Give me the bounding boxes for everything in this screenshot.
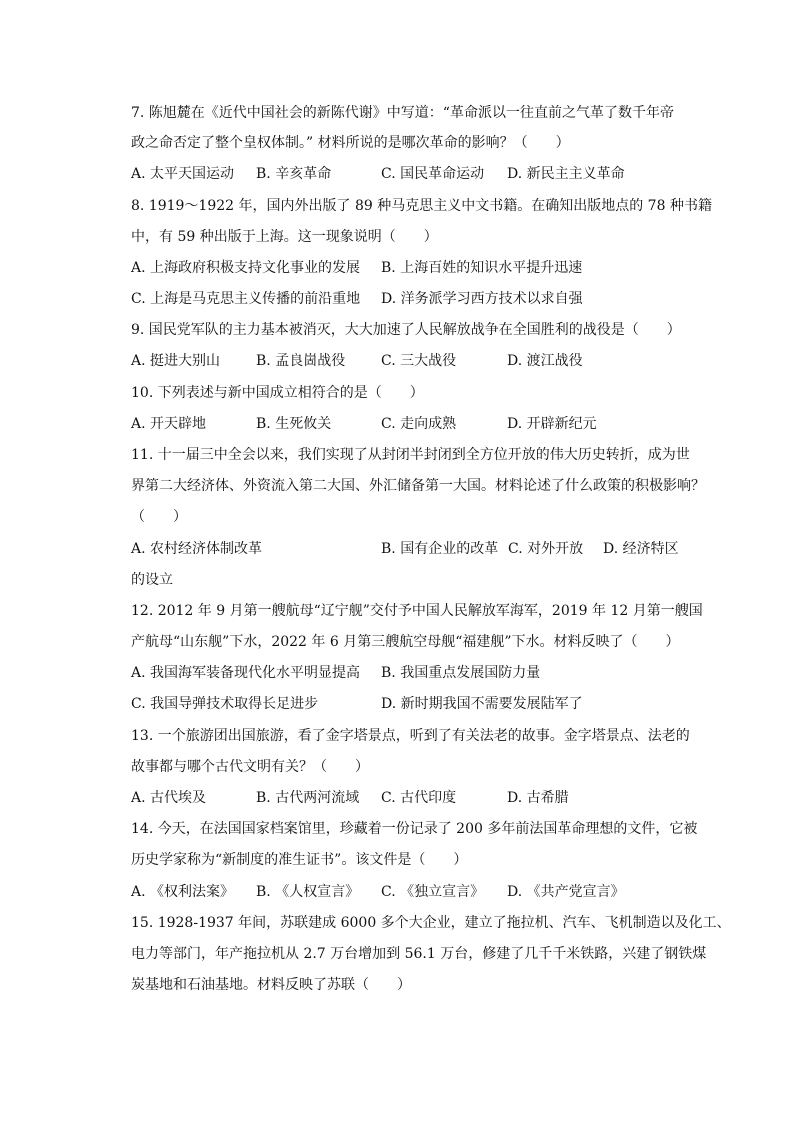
question-9-option-c: C. 三大战役 (381, 353, 457, 369)
question-8-line-2: 中，有 59 种出版于上海。这一现象说明（ ） (131, 229, 438, 245)
question-15-line-3: 炭基地和石油基地。材料反映了苏联（ ） (131, 977, 411, 993)
question-12-option-d: D. 新时期我国不需要发展陆军了 (381, 696, 583, 712)
question-7-line-1: 7. 陈旭麓在《近代中国社会的新陈代谢》中写道：“革命派以一往直前之气革了数千年帝 (131, 105, 674, 121)
question-7-option-c: C. 国民革命运动 (381, 166, 485, 182)
question-15-line-1: 15. 1928-1937 年间，苏联建成 6000 多个大企业，建立了拖拉机、汽车、飞机制造以及化工、 (131, 915, 731, 931)
question-11-option-c: C. 对外开放 (508, 541, 584, 557)
question-14-option-a: A. 《权利法案》 (131, 884, 235, 900)
question-8-option-c: C. 上海是马克思主义传播的前沿重地 (131, 291, 361, 307)
question-11-option-a: A. 农村经济体制改革 (131, 541, 263, 557)
question-11-option-b: B. 国有企业的改革 (381, 541, 499, 557)
question-13-option-b: B. 古代两河流域 (256, 790, 360, 806)
question-13-line-1: 13. 一个旅游团出国旅游，看了金字塔景点，听到了有关法老的故事。金字塔景点、法老的 (131, 728, 690, 744)
question-15-line-2: 电力等部门，年产拖拉机从 2.7 万台增加到 56.1 万台，修建了几千千米铁路，兴建了钢铁煤 (131, 946, 707, 962)
question-8-line-1: 8. 1919～1922 年，国内外出版了 89 种马克思主义中文书籍。在确知出版地点的 78 种书籍 (131, 198, 712, 214)
question-11-option-d: D. 经济特区 (603, 541, 679, 557)
question-12-option-c: C. 我国导弹技术取得长足进步 (131, 696, 319, 712)
question-9-option-a: A. 挺进大别山 (131, 353, 221, 369)
question-7-option-b: B. 辛亥革命 (256, 166, 332, 182)
question-8-option-d: D. 洋务派学习西方技术以求自强 (381, 291, 583, 307)
question-12-line-2: 产航母“山东舰”下水，2022 年 6 月第三艘航空母舰“福建舰”下水。材料反映了（ ） (131, 634, 680, 650)
question-10-option-d: D. 开辟新纪元 (507, 416, 597, 432)
question-13-option-c: C. 古代印度 (381, 790, 457, 806)
question-13-option-d: D. 古希腊 (507, 790, 569, 806)
question-10-option-b: B. 生死攸关 (256, 416, 332, 432)
question-7-line-2: 政之命否定了整个皇权体制。” 材料所说的是哪次革命的影响？（ ） (131, 135, 570, 151)
question-14-option-d: D. 《共产党宣言》 (507, 884, 625, 900)
question-12-option-b: B. 我国重点发展国防力量 (381, 665, 541, 681)
question-14-line-2: 历史学家称为“新制度的准生证书”。该文件是（ ） (131, 852, 468, 868)
question-11-line-1: 11. 十一届三中全会以来，我们实现了从封闭半封闭到全方位开放的伟大历史转折，成为世 (131, 447, 690, 463)
question-8-option-a: A. 上海政府积极支持文化事业的发展 (131, 260, 361, 276)
question-10-line-1: 10. 下列表述与新中国成立相符合的是（ ） (131, 385, 424, 401)
question-12-option-a: A. 我国海军装备现代化水平明显提高 (131, 665, 361, 681)
question-7-option-d: D. 新民主主义革命 (507, 166, 625, 182)
question-9-line-1: 9. 国民党军队的主力基本被消灭，大大加速了人民解放战争在全国胜利的战役是（ ） (131, 322, 681, 338)
question-11-line-2: 界第二大经济体、外资流入第二大国、外汇储备第一大国。材料论述了什么政策的积极影响？ (131, 478, 705, 494)
question-14-line-1: 14. 今天，在法国国家档案馆里，珍藏着一份记录了 200 多年前法国革命理想的文件，它被 (131, 821, 698, 837)
question-9-option-b: B. 孟良崮战役 (256, 353, 346, 369)
question-10-option-a: A. 开天辟地 (131, 416, 207, 432)
question-11-option-d-continued: 的设立 (131, 572, 173, 588)
question-11-line-3: （ ） (131, 509, 187, 525)
question-9-option-d: D. 渡江战役 (507, 353, 583, 369)
question-12-line-1: 12. 2012 年 9 月第一艘航母“辽宁舰”交付予中国人民解放军海军，2019 年 12 月第一艘国 (131, 603, 703, 619)
question-13-option-a: A. 古代埃及 (131, 790, 207, 806)
question-10-option-c: C. 走向成熟 (381, 416, 457, 432)
question-8-option-b: B. 上海百姓的知识水平提升迅速 (381, 260, 583, 276)
question-14-option-b: B. 《人权宣言》 (256, 884, 360, 900)
question-7-option-a: A. 太平天国运动 (131, 166, 235, 182)
question-14-option-c: C. 《独立宣言》 (381, 884, 485, 900)
question-13-line-2: 故事都与哪个古代文明有关？（ ） (131, 759, 369, 775)
